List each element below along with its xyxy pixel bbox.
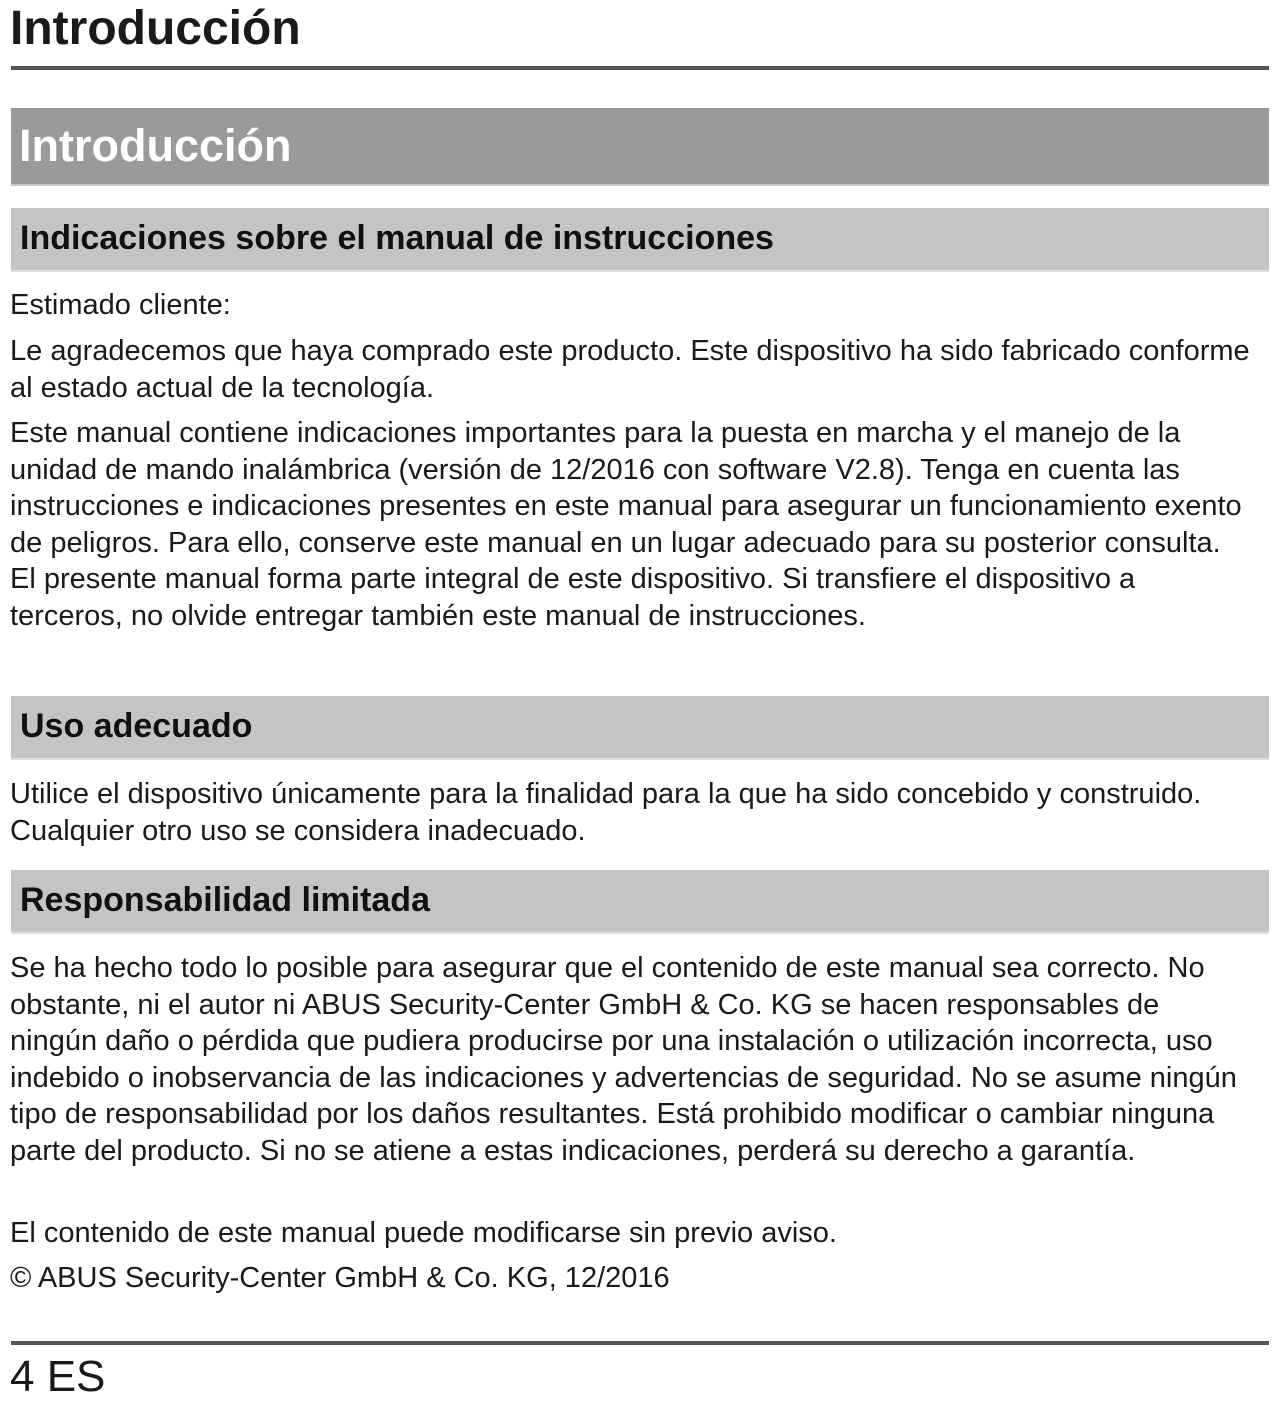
paragraph-manual-info: Este manual contiene indicaciones importantes para la puesta en marcha y el manejo de la unidad de mando inalámbrica (versión de 12/2016 con software V2.8). Tenga en cuenta las instrucciones e indicaciones presentes en este manual para asegurar un funcionamiento exento de peligros. Para ello, conserve este manual en un lugar adecuado para su posterior consulta. El presente manual forma parte integral de este dispositivo. Si transfiere el dispositivo a terceros, no olvide entregar también este manual de instrucciones. <box>10 417 1242 632</box>
paragraph-intended-use: Utilice el dispositivo únicamente para la finalidad para la que ha sido concebido y construido. Cualquier otro uso se considera inadecuado. <box>10 778 1202 847</box>
page-number: 4 ES <box>10 1352 106 1401</box>
section-heading: Uso adecuado <box>20 707 253 745</box>
copyright-notice: © ABUS Security-Center GmbH & Co. KG, 12/2016 <box>10 1262 670 1294</box>
paragraph-liability: Se ha hecho todo lo posible para asegurar que el contenido de este manual sea correcto. No obstante, ni el autor ni ABUS Security-Center GmbH & Co. KG se hacen responsables de ningún daño o pérdida que pudiera producirse por una instalación o utilización incorrecta, uso indebido o inobservancia de las indicaciones y advertencias de seguridad. No se asume ningún tipo de responsabilidad por los daños resultantes. Está prohibido modificar o cambiar ninguna parte del producto. Si no se atiene a estas indicaciones, perderá su derecho a garantía. <box>10 952 1237 1167</box>
header-divider <box>11 66 1269 70</box>
chapter-banner <box>11 108 1269 186</box>
section-banner-manual-notes <box>11 208 1269 272</box>
page-title: Introducción <box>10 2 301 55</box>
paragraph-changes-notice: El contenido de este manual puede modificarse sin previo aviso. <box>10 1217 837 1249</box>
section-banner-limited-liability <box>11 870 1269 934</box>
section-heading: Indicaciones sobre el manual de instrucciones <box>20 219 774 257</box>
chapter-title: Introducción <box>19 120 292 171</box>
section-heading: Responsabilidad limitada <box>20 881 430 919</box>
paragraph-thanks: Le agradecemos que haya comprado este producto. Este dispositivo ha sido fabricado conforme al estado actual de la tecnología. <box>10 335 1250 404</box>
paragraph-greeting: Estimado cliente: <box>10 289 231 321</box>
footer-divider <box>11 1341 1269 1345</box>
section-banner-intended-use <box>11 696 1269 760</box>
